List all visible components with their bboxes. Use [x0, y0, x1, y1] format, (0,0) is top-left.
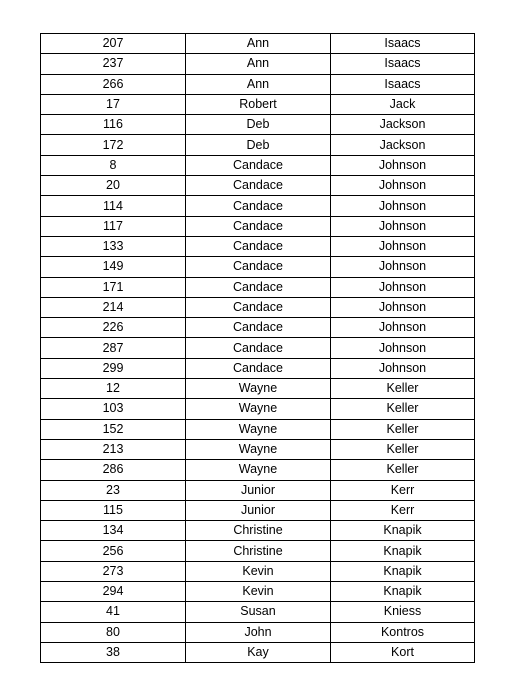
first-name-cell: Candace	[186, 358, 331, 378]
first-name-cell: Wayne	[186, 439, 331, 459]
table-row	[41, 94, 475, 114]
last-name-cell: Knapik	[331, 561, 475, 581]
id-cell: 286	[41, 460, 186, 480]
id-cell: 23	[41, 480, 186, 500]
table-row	[41, 419, 475, 439]
table-row	[41, 439, 475, 459]
last-name-cell: Johnson	[331, 257, 475, 277]
first-name-cell: Candace	[186, 318, 331, 338]
table-row	[41, 622, 475, 642]
first-name-cell: Candace	[186, 338, 331, 358]
table-row	[41, 236, 475, 256]
last-name-cell: Johnson	[331, 318, 475, 338]
first-name-cell: Robert	[186, 94, 331, 114]
last-name-cell: Johnson	[331, 297, 475, 317]
id-cell: 133	[41, 236, 186, 256]
table-row	[41, 34, 475, 54]
id-cell: 38	[41, 642, 186, 662]
first-name-cell: Wayne	[186, 419, 331, 439]
first-name-cell: Ann	[186, 74, 331, 94]
first-name-cell: Deb	[186, 115, 331, 135]
first-name-cell: Kay	[186, 642, 331, 662]
first-name-cell: Ann	[186, 34, 331, 54]
id-cell: 103	[41, 399, 186, 419]
id-cell: 273	[41, 561, 186, 581]
table-row	[41, 602, 475, 622]
first-name-cell: Candace	[186, 216, 331, 236]
name-table	[40, 33, 475, 663]
last-name-cell: Johnson	[331, 358, 475, 378]
first-name-cell: Candace	[186, 277, 331, 297]
first-name-cell: Candace	[186, 257, 331, 277]
table-row	[41, 561, 475, 581]
id-cell: 237	[41, 54, 186, 74]
last-name-cell: Isaacs	[331, 34, 475, 54]
table-row	[41, 176, 475, 196]
id-cell: 256	[41, 541, 186, 561]
first-name-cell: Christine	[186, 541, 331, 561]
table-row	[41, 582, 475, 602]
first-name-cell: Ann	[186, 54, 331, 74]
table-row	[41, 318, 475, 338]
table-row	[41, 155, 475, 175]
table-row	[41, 54, 475, 74]
table-row	[41, 277, 475, 297]
last-name-cell: Johnson	[331, 176, 475, 196]
first-name-cell: Candace	[186, 155, 331, 175]
id-cell: 17	[41, 94, 186, 114]
last-name-cell: Isaacs	[331, 54, 475, 74]
table-row	[41, 257, 475, 277]
table-row	[41, 541, 475, 561]
id-cell: 80	[41, 622, 186, 642]
last-name-cell: Knapik	[331, 541, 475, 561]
last-name-cell: Johnson	[331, 277, 475, 297]
id-cell: 214	[41, 297, 186, 317]
last-name-cell: Knapik	[331, 582, 475, 602]
last-name-cell: Johnson	[331, 236, 475, 256]
first-name-cell: Christine	[186, 521, 331, 541]
id-cell: 152	[41, 419, 186, 439]
table-row	[41, 216, 475, 236]
id-cell: 171	[41, 277, 186, 297]
last-name-cell: Kniess	[331, 602, 475, 622]
table-row	[41, 379, 475, 399]
id-cell: 115	[41, 500, 186, 520]
table-row	[41, 500, 475, 520]
table-row	[41, 135, 475, 155]
last-name-cell: Keller	[331, 419, 475, 439]
last-name-cell: Kort	[331, 642, 475, 662]
last-name-cell: Kerr	[331, 500, 475, 520]
first-name-cell: Candace	[186, 297, 331, 317]
last-name-cell: Jackson	[331, 135, 475, 155]
last-name-cell: Johnson	[331, 216, 475, 236]
id-cell: 213	[41, 439, 186, 459]
id-cell: 299	[41, 358, 186, 378]
first-name-cell: Wayne	[186, 379, 331, 399]
last-name-cell: Keller	[331, 439, 475, 459]
table-row	[41, 460, 475, 480]
first-name-cell: Candace	[186, 196, 331, 216]
id-cell: 266	[41, 74, 186, 94]
id-cell: 114	[41, 196, 186, 216]
table-row	[41, 196, 475, 216]
first-name-cell: Candace	[186, 236, 331, 256]
last-name-cell: Isaacs	[331, 74, 475, 94]
name-table-body	[41, 34, 475, 663]
last-name-cell: Kerr	[331, 480, 475, 500]
last-name-cell: Johnson	[331, 196, 475, 216]
first-name-cell: Susan	[186, 602, 331, 622]
id-cell: 287	[41, 338, 186, 358]
table-row	[41, 480, 475, 500]
table-row	[41, 399, 475, 419]
id-cell: 149	[41, 257, 186, 277]
id-cell: 117	[41, 216, 186, 236]
id-cell: 116	[41, 115, 186, 135]
table-row	[41, 358, 475, 378]
first-name-cell: Deb	[186, 135, 331, 155]
table-row	[41, 642, 475, 662]
table-row	[41, 338, 475, 358]
id-cell: 12	[41, 379, 186, 399]
first-name-cell: Kevin	[186, 582, 331, 602]
last-name-cell: Johnson	[331, 155, 475, 175]
last-name-cell: Keller	[331, 379, 475, 399]
id-cell: 172	[41, 135, 186, 155]
last-name-cell: Jack	[331, 94, 475, 114]
id-cell: 20	[41, 176, 186, 196]
last-name-cell: Johnson	[331, 338, 475, 358]
id-cell: 41	[41, 602, 186, 622]
table-row	[41, 74, 475, 94]
id-cell: 134	[41, 521, 186, 541]
first-name-cell: Kevin	[186, 561, 331, 581]
last-name-cell: Jackson	[331, 115, 475, 135]
last-name-cell: Knapik	[331, 521, 475, 541]
table-row	[41, 521, 475, 541]
first-name-cell: Junior	[186, 480, 331, 500]
first-name-cell: Candace	[186, 176, 331, 196]
first-name-cell: Wayne	[186, 460, 331, 480]
first-name-cell: Wayne	[186, 399, 331, 419]
last-name-cell: Keller	[331, 460, 475, 480]
last-name-cell: Kontros	[331, 622, 475, 642]
id-cell: 294	[41, 582, 186, 602]
id-cell: 226	[41, 318, 186, 338]
id-cell: 8	[41, 155, 186, 175]
id-cell: 207	[41, 34, 186, 54]
first-name-cell: Junior	[186, 500, 331, 520]
table-row	[41, 297, 475, 317]
first-name-cell: John	[186, 622, 331, 642]
last-name-cell: Keller	[331, 399, 475, 419]
table-row	[41, 115, 475, 135]
